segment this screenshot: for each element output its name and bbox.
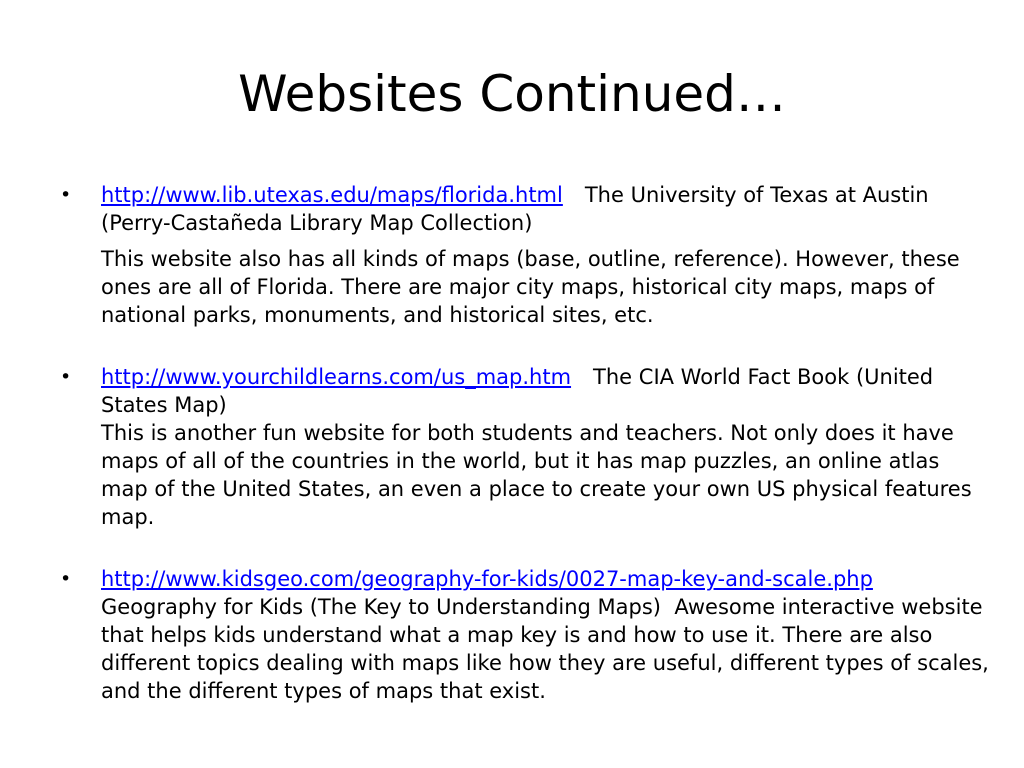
list-item bbox=[60, 363, 990, 531]
website-link[interactable]: http://www.lib.utexas.edu/maps/florida.html bbox=[101, 183, 563, 207]
slide-title: Websites Continued… bbox=[238, 65, 786, 123]
website-name: The University of Texas at Austin (Perry-Castañeda Library Map Collection) bbox=[101, 183, 929, 235]
bullet-list bbox=[60, 181, 990, 739]
website-description: This website also has all kinds of maps (base, outline, reference). However, these ones are all of Florida. There are major city maps, historical city maps, maps of national parks, monuments, and historical sites, etc. bbox=[101, 247, 960, 327]
bullet-icon: • bbox=[60, 184, 72, 206]
bullet-icon: • bbox=[60, 366, 72, 388]
website-link[interactable]: http://www.kidsgeo.com/geography-for-kids/0027-map-key-and-scale.php bbox=[101, 567, 873, 591]
website-name: The CIA World Fact Book (United States Map) bbox=[101, 365, 934, 417]
item-text bbox=[101, 565, 990, 705]
website-link[interactable]: http://www.yourchildlearns.com/us_map.htm bbox=[101, 365, 572, 389]
website-name: Geography for Kids (The Key to Understanding Maps) bbox=[101, 595, 661, 619]
list-item bbox=[60, 181, 990, 329]
list-item bbox=[60, 565, 990, 705]
item-text bbox=[101, 363, 990, 419]
website-description: Awesome interactive website that helps kids understand what a map key is and how to use it. There are also different topics dealing with maps like how they are useful, different types of scales, and the different types of maps that exist. bbox=[101, 595, 989, 703]
bullet-icon: • bbox=[60, 568, 72, 590]
item-text bbox=[101, 181, 990, 237]
website-description: This is another fun website for both students and teachers. Not only does it have maps of all of the countries in the world, but it has map puzzles, an online atlas map of the United States, an even a place to create your own US physical features map. bbox=[101, 421, 972, 529]
